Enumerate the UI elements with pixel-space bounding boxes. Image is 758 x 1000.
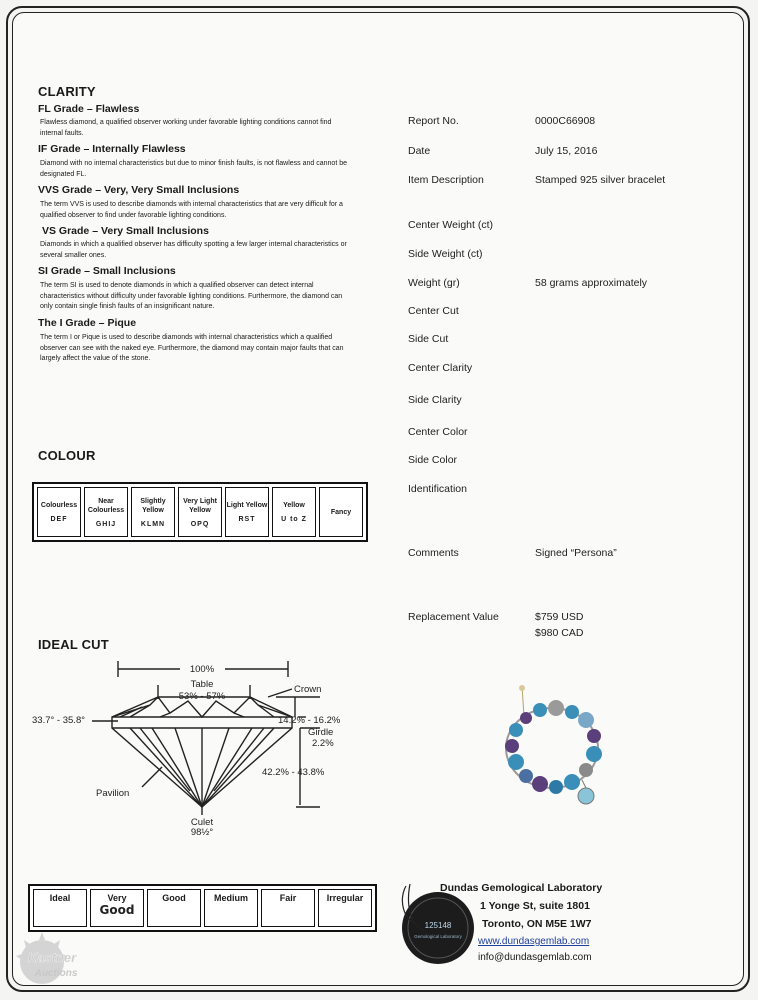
field-label: Side Cut: [408, 333, 449, 345]
colour-name: Very Light Yellow: [183, 497, 217, 514]
pavilion-depth: 42.2% - 43.8%: [262, 767, 325, 778]
field-value: 0000C66908: [535, 115, 596, 127]
width-label: 100%: [189, 664, 215, 675]
colour-cell: [178, 487, 222, 537]
field-label: Center Clarity: [408, 362, 473, 374]
watermark-text-1: Kastner: [27, 950, 77, 965]
colour-name: Near Colourless: [87, 497, 125, 514]
cut-grade-cell: Good: [147, 889, 201, 927]
grade-text-si: The term SI is used to denote diamonds in which a qualified observer can detect internal characteristics without difficulty under favorable lighting conditions. Furthermore, the diamond can only contain single finish faults of an insignificant nature.: [40, 282, 343, 310]
field-label: Center Cut: [408, 305, 459, 317]
colour-code: U to Z: [281, 516, 307, 523]
grade-text-vs: Diamonds in which a qualified observer has difficulty spotting a few larger internal characteristics or several smaller ones.: [40, 241, 347, 259]
colour-name: Colourless: [40, 502, 78, 509]
grade-text-i: The term I or Pique is used to describe diamonds with internal characteristics which a qualified observer can see with the naked eye. Furthermore, the diamond may contain major faults that can largely affect the value of the stone.: [40, 334, 344, 362]
pavilion-label: Pavilion: [96, 788, 130, 799]
lab-address-2: Toronto, ON M5E 1W7: [482, 918, 592, 930]
colour-name: Light Yellow: [226, 502, 268, 509]
clarity-heading: CLARITY: [38, 84, 96, 99]
field-value: $759 USD: [535, 611, 584, 623]
grade-text-if: Diamond with no internal characteristics but due to minor finish faults, is not flawless and cannot be designated FL.: [40, 160, 347, 178]
seal-text: Gemological Laboratory: [414, 934, 462, 939]
crown-label: Crown: [294, 684, 322, 695]
field-label: Center Weight (ct): [408, 219, 493, 231]
colour-cell: [319, 487, 363, 537]
grade-title-si: SI Grade – Small Inclusions: [38, 265, 176, 277]
colour-name: Fancy: [330, 508, 352, 516]
grade-title-fl: FL Grade – Flawless: [38, 103, 140, 115]
bracelet-photo: [490, 680, 620, 810]
colour-code: OPQ: [190, 520, 210, 528]
colour-code: GHIJ: [95, 520, 117, 528]
grade-text-vvs: The term VVS is used to describe diamonds with internal characteristics that are very difficult for a qualified observer to find under favorable lighting conditions.: [40, 201, 343, 219]
colour-scale-table: [32, 482, 368, 542]
cut-grade-cell: Irregular: [318, 889, 372, 927]
colour-name: Slightly Yellow: [140, 497, 166, 514]
colour-heading: COLOUR: [38, 448, 96, 463]
field-value: 58 grams approximately: [535, 277, 648, 289]
grade-text-fl: Flawless diamond, a qualified observer working under favorable lighting conditions cannot find internal faults.: [40, 119, 332, 137]
seal-number: 125148: [424, 921, 452, 930]
cut-grade-cell: Fair: [261, 889, 315, 927]
field-value: July 15, 2016: [535, 145, 598, 157]
field-label: Report No.: [408, 115, 459, 127]
field-label: Replacement Value: [408, 611, 499, 623]
field-label: Side Color: [408, 454, 458, 466]
culet-label: Culet: [190, 817, 214, 828]
cut-grade-cell: [90, 889, 144, 927]
cut-grade-cell: Ideal: [33, 889, 87, 927]
colour-name: Yellow: [283, 502, 305, 509]
colour-cell: [84, 487, 128, 537]
field-label: Comments: [408, 547, 459, 559]
girdle-label: Girdle: [308, 727, 334, 738]
grade-title-vs: VS Grade – Very Small Inclusions: [42, 225, 209, 237]
field-label: Side Weight (ct): [408, 248, 483, 260]
auction-watermark-logo: [8, 926, 98, 996]
colour-cell: [272, 487, 316, 537]
field-label: Item Description: [408, 174, 484, 186]
grade-title-i: The I Grade – Pique: [38, 317, 137, 329]
table-label: Table: [190, 679, 214, 690]
lab-website-link[interactable]: www.dundasgemlab.com: [478, 936, 590, 947]
grade-title-if: IF Grade – Internally Flawless: [38, 143, 186, 155]
cut-grade-label: Very: [107, 893, 127, 903]
girdle-value: 2.2%: [312, 738, 334, 749]
colour-code: DEF: [50, 516, 68, 523]
colour-code: RST: [238, 516, 256, 523]
colour-cell: [37, 487, 81, 537]
table-range: 53% - 57%: [178, 691, 226, 702]
grade-title-vvs: VVS Grade – Very, Very Small Inclusions: [38, 184, 240, 196]
colour-cell: [131, 487, 175, 537]
culet-angle: 98½°: [190, 827, 214, 838]
lab-name: Dundas Gemological Laboratory: [440, 882, 603, 894]
field-value-secondary: $980 CAD: [535, 627, 584, 639]
crown-angle: 33.7° - 35.8°: [32, 715, 86, 726]
diamond-cut-diagram: [30, 655, 360, 840]
cut-grade-table: [28, 884, 377, 932]
field-label: Side Clarity: [408, 394, 462, 406]
watermark-text-2: Auctions: [34, 968, 78, 979]
colour-cell: [225, 487, 269, 537]
lab-address-1: 1 Yonge St, suite 1801: [480, 900, 590, 912]
field-label: Date: [408, 145, 431, 157]
field-value: Signed “Persona”: [535, 547, 617, 559]
field-label: Weight (gr): [408, 277, 460, 289]
field-label: Identification: [408, 483, 467, 495]
colour-code: KLMN: [140, 520, 166, 528]
cut-grade-cell: Medium: [204, 889, 258, 927]
field-value: Stamped 925 silver bracelet: [535, 174, 666, 186]
field-label: Center Color: [408, 426, 468, 438]
crown-height: 14.2% - 16.2%: [278, 715, 341, 726]
ideal-cut-heading: IDEAL CUT: [38, 637, 109, 652]
lab-email: info@dundasgemlab.com: [478, 952, 592, 963]
handwritten-mark: Good: [99, 903, 135, 917]
